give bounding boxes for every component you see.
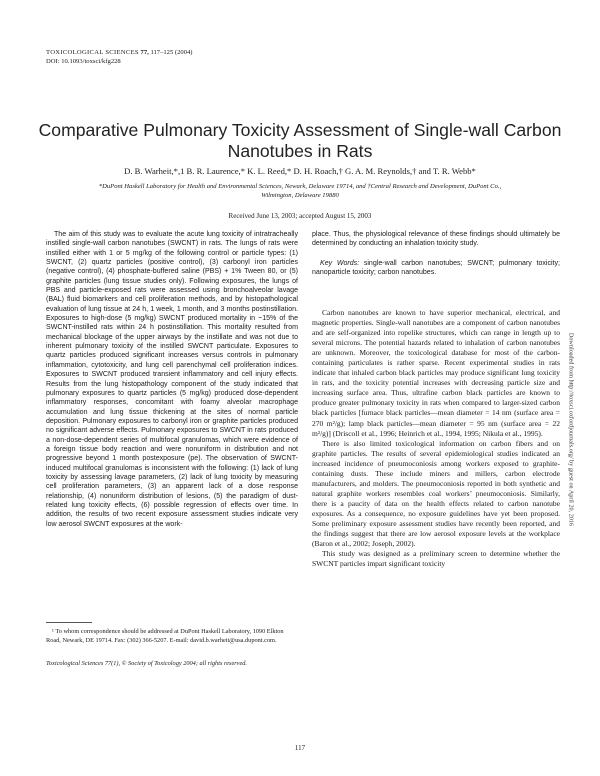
keywords-label: Key Words: [320,260,360,267]
journal-doi: DOI: 10.1093/toxsci/kfg228 [46,58,121,65]
keywords-text: single-wall carbon nanotubes; SWCNT; pulmonary toxicity; nanoparticle toxicity; carbon nanotubes. [312,260,560,277]
journal-header [46,48,193,66]
copyright-text: Toxicological Sciences 77(1), © Society of Toxicology 2004; all rights reserved. [46,660,247,667]
journal-pages: 117–125 (2004) [150,49,193,56]
body-paragraph-2: There is also limited toxicological information on carbon fibers and on graphite particles. The results of several epidemiological studies indicated an increased incidence of pneumoconiosis among workers exposed to graphite-containing dusts. These include miners and millers, carbon electrode manufacturers, and molders. The pneumoconiosis reported in both synthetic and natural graphite workers resembles coal workers’ pneumoconiosis. Similarly, there is a paucity of data on the health effects related to carbon nanotube exposures. As a consequence, no exposure guidelines have yet been proposed. Some preliminary exposure assessment studies have recently been reported, and the findings suggest that there are low aerosol exposure levels at the workplace (Baron et al., 2002; Joseph, 2002). [312,438,560,549]
title-line-1: Comparative Pulmonary Toxicity Assessment of Single-wall Carbon [38,120,562,140]
download-notice: Downloaded from http://toxsci.oxfordjournals.org/ by guest on April 20, 2016 [567,332,575,527]
abstract-left-column: The aim of this study was to evaluate the acute lung toxicity of intratracheally instilled single-wall carbon nanotubes (SWCNT) in rats. The lungs of rats were instilled either with 1 or 5 mg/kg of the following control or particle types: (1) SWCNT, (2) quartz particles (positive control), (3) carbonyl iron particles (negative control), (4) phosphate-buffered saline (PBS) + 1% Tween 80, or (5) graphite particles (lung tissue studies only). Following exposures, the lungs of PBS and particle-exposed rats were assessed using bronchoalveolar lavage (BAL) fluid biomarkers and cell proliferation methods, and by histopathological evaluation of lung tissue at 24 h, 1 week, 1 month, and 3 months postinstillation. Exposures to high-dose (5 mg/kg) SWCNT produced mortality in ~15% of the SWCNT-instilled rats within 24 h postinstillation. This mortality resulted from mechanical blockage of the upper airways by the instillate and was not due to inherent pulmonary toxicity of the instilled SWCNT particulate. Exposures to quartz particles produced significant increases versus controls in pulmonary inflammation, cytotoxicity, and lung cell parenchymal cell proliferation indices. Exposures to SWCNT produced transient inflammatory and cell injury effects. Results from the lung histopathology component of the study indicated that pulmonary exposures to quartz particles (5 mg/kg) produced dose-dependent inflammatory responses, concomitant with foamy alveolar macrophage accumulation and lung tissue thickening at the sites of normal particle deposition. Pulmonary exposures to carbonyl iron or graphite particles produced no significant adverse effects. Pulmonary exposures to SWCNT in rats produced a non-dose-dependent series of multifocal granulomas, which were evidence of a foreign tissue body reaction and were nonuniform in distribution and not progressive beyond 1 month postexposure (pe). The observation of SWCNT-induced multifocal granulomas is inconsistent with the following: (1) lack of lung toxicity by assessing lavage parameters, (2) lack of lung toxicity by measuring cell proliferation parameters, (3) an apparent lack of a dose response relationship, (4) nonuniform distribution of lesions, (5) the paradigm of dust-related lung toxicity effects, (6) possible regression of effects over time. In addition, the results of two recent exposure assessment studies indicate very low aerosol SWCNT exposures at the work- [46,231,298,528]
copyright-line [46,660,298,669]
keywords [312,259,560,278]
body-paragraph-1: Carbon nanotubes are known to have superior mechanical, electrical, and magnetic properties. Single-wall nanotubes are a component of carbon nanotubes and are self-organized into ropelike structures, which can range in length up to several microns. The potential hazards related to inhalation of carbon nanotubes are unknown. Moreover, the toxicological database for most of the carbon-containing particulates is rather sparse. Recent experimental studies in rats indicate that inhaled carbon black particles may produce significant lung toxicity in rats, and the toxicity potential increases with decreasing particle size and increasing surface area. Thus, ultrafine carbon black particles are known to produce greater pulmonary toxicity in rats when compared to larger-sized carbon black particles [furnace black particles—mean diameter = 14 nm (surface area = 270 m²/g); lamp black particles—mean diameter = 95 nm (surface area = 22 m²/g)] (Driscoll et al., 1996; Heinrich et al., 1994, 1995; Nikula et al., 1995). [312,308,560,438]
body-paragraph-3: This study was designed as a preliminary screen to determine whether the SWCNT particles impart significant toxicity [312,549,560,569]
received-dates: Received June 13, 2003; accepted August 15, 2003 [228,212,372,220]
correspondence-footnote: ¹ To whom correspondence should be addressed at DuPont Haskell Laboratory, 1090 Elkton Road, Newark, DE 19714. Fax: (302) 366-5207. E-mail: david.b.warheit@usa.dupont.com. [46,628,284,644]
journal-volume: 77, [140,49,149,56]
footnote-divider [46,622,92,623]
page-number: 117 [294,744,306,752]
paper-title [0,120,600,162]
title-line-2: Nanotubes in Rats [227,141,373,161]
affiliations [70,182,530,200]
affiliation-line-1: *DuPont Haskell Laboratory for Health and Environmental Sciences, Newark, Delaware 19714, and †Central Research and Development, DuPont Co., [98,183,502,190]
journal-name: TOXICOLOGICAL SCIENCES [46,49,139,56]
abstract-right-column: place. Thus, the physiological relevance of these findings should ultimately be determined by conducting an inhalation toxicity study. [312,231,560,248]
body-text [312,308,560,569]
affiliation-line-2: Wilmington, Delaware 19880 [261,192,339,199]
authors: D. B. Warheit,*,1 B. R. Laurence,* K. L. Reed,* D. H. Roach,† G. A. M. Reynolds,† and T. R. Webb* [124,166,476,176]
